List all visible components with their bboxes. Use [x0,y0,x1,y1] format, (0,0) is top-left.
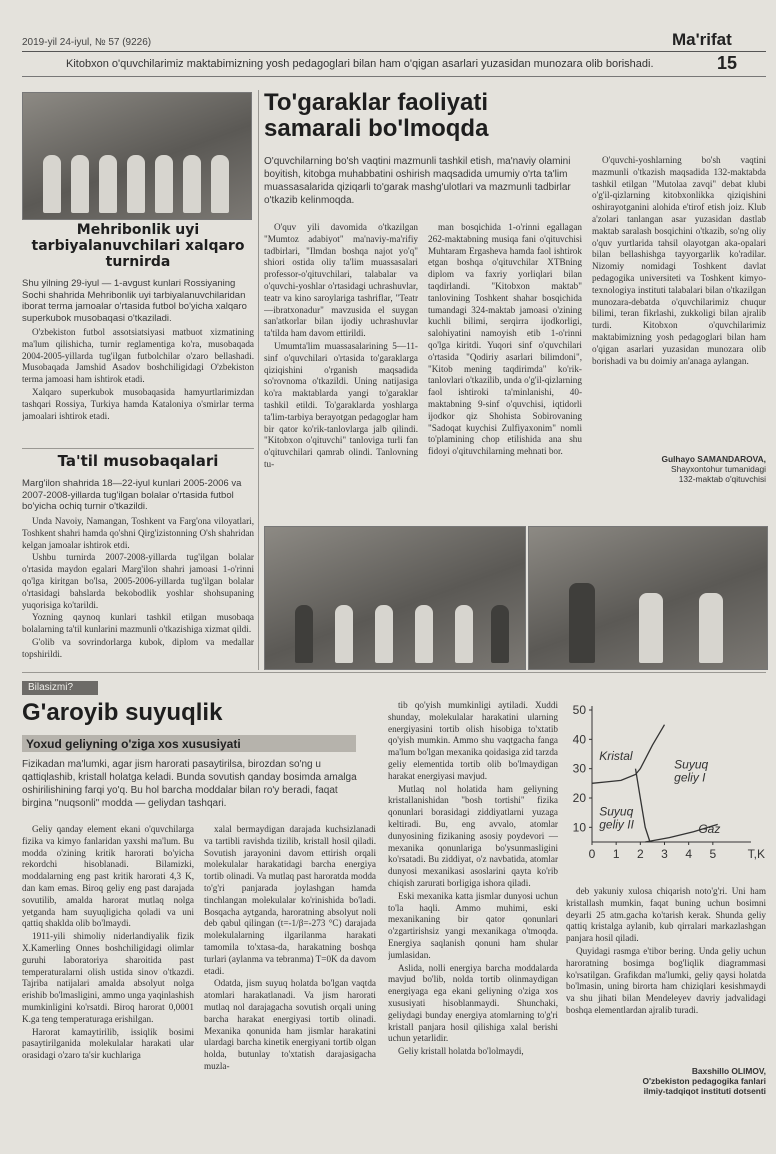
article2-title: Ta'til musobaqalari [57,452,219,470]
science-title: G'aroyib suyuqlik [22,699,223,726]
article2-paragraph: G'olib va sovrindorlarga kubok, diplom va medallar topshirildi. [22,636,254,659]
author-line: ilmiy-tadqiqot instituti dotsenti [643,1086,766,1096]
main-article-col3 [592,155,766,451]
main-article-signature [592,454,766,484]
x-tick-label: 3 [661,847,668,861]
x-tick-label: 5 [709,847,717,861]
series-line-lambda [636,769,651,842]
classroom-photo [264,526,526,670]
football-team-photo [22,92,252,220]
science-paragraph: Odatda, jism suyuq holatda bo'lgan vaqtda atomlari harakatlanadi. Va jism harorati mutlaq nol darajagacha sovutish orqali uning barcha harakat energiyasi tortib olinadi. Mexanika qonunida ham jismlar harakatini ulardagi barcha kinetik energiyani tortib olgan holda, butunlay to'xtatish darajasigacha muzla- [204,978,376,1071]
science-col3 [388,700,558,1124]
article1-lead: Shu yilning 29-iyul — 1-avgust kunlari Rossiyaning Sochi shahrida Mehribonlik uyi tarbiyalanuvchilaridan iborat terma jamoalar o'rtasida futbol bo'yicha xalqaro superkubok musobaqasi o'tkaziladi. [22,278,247,324]
science-paragraph: deb yakuniy xulosa chiqarish noto'g'ri. Uni ham kristallash mumkin, faqat buning uchun bosimni deyarli 25 atm.gacha ko'tarish kerak. Shunda geliy qattiq kristalga aylanib, kub qirralari markazlashgan panjara hosil qiladi. [566,886,766,944]
header-subtitle: Kitobxon o'quvchilarimiz maktabimizning yosh pedagoglari bilan ham o'qigan asarlari yuzasidan munozara olib borishadi. [66,58,654,70]
page-number: 15 [717,53,738,73]
main-article-col2 [428,222,582,522]
region-label: Kristal [599,748,633,763]
region-label: Suyuq geliy II [599,804,634,832]
article1-paragraph: O'zbekiston futbol assotsiatsiyasi matbuot xizmatining ma'lum qilishicha, turnir reglamentiga ko'ra, musobaqada 2004-2005-yillarda tug'ilgan futbolchilar o'zaro bellashadi. Musobaqada Jamshid Asadov boshchiligidagi O'zbekiston terma jamoasi ham ishtirok etadi. [22,327,254,385]
science-paragraph: Quyidagi rasmga e'tibor bering. Unda geliy uchun haroratning bosimga bog'liqlik diagrammasi ko'rsatilgan. Grafikdan ma'lumki, geliy qaysi holatda bo'lmasin, uning birorta ham chiziqlari kesishmaydi va shu jihati bilan Mendeleyev davriy jadvalidagi boshqa elementlardan ajralib turadi. [566,945,766,1015]
x-tick-label: 2 [636,847,644,861]
author-line: O'zbekiston pedagogika fanlari [642,1076,766,1086]
header-divider [22,51,766,52]
article2-body [22,516,254,668]
main-article-paragraph: Umumta'lim muassasalarining 5—11-sinf o'quvchilari o'rtasida to'garaklarga qiziqishini o'rganish maqsadida so'rovnoma o'tkazildi. Uning natijasiga ko'ra maktablarda yangi to'garaklar tashkil etildi. To'garaklarda yoshlarga ta'lim-tarbiya berayotgan pedagoglar ham bir qator ko'rik-tanlovlarga jalb qilindi. "Kitobxon o'qituvchi" tanloviga turli fan o'qituvchilari qamrab olindi. Tanlovning tu- [264,340,418,469]
header-divider-bottom [22,76,766,77]
science-lead: Fizikadan ma'lumki, agar jism harorati pasaytirilsa, birozdan so'ng u qattiqlashib, kristall holatga keladi. Bunda sovutish qanday bosimda amalga oshirilishining farqi yo'q. Bu hol barcha moddalar bilan ro'y beradi, faqat birgina "nuqsonli" modda — geliydan tashqari. [22,759,357,809]
author-line: 132-maktab o'qituvchisi [678,474,766,484]
x-tick-label: 0 [588,847,596,861]
science-paragraph: Harorat kamaytirilib, issiqlik bosimi pasaytirilganida molekulalar harakati ular orasidagi o'zaro ta'sir kuchlariga [22,1026,194,1061]
science-col1 [22,824,194,1124]
main-article-paragraph: O'quvchi-yoshlarning bo'sh vaqtini mazmunli o'tkazish maqsadida 132-maktabda tashkil etilgan "Mutolaa zavqi" debat klubi o'g'il-qizlarning kitobxonlikka qiziqishini oshirayotganini alohida e'tirof etish joiz. Klub a'zolari tanlangan asar yuzasidan dastlab maktab saralash bosqichini o'tkazib, so'ng oliy o'quv yurtlarida tahsil olayotgan aka-opalari bilan bellashishga tayyorgarlik ko'radilar. Nizomiy nomidagi Toshkent davlat pedagogika universiteti va Toshkent kimyo-texnologiya instituti talabalari bilan o'tkazilgan munozara-debatda o'quvchilarimiz chuqur bilimi, teran fikrlashi, zukkoligi bilan ajralib turdi. Kitobxon o'quvchilarimiz maktabimizning yosh pedagoglari bilan ham o'qigan asarlari yuzasidan munozara olib borishadi va bu doimiy an'anaga aylangan. [592,155,766,366]
science-paragraph: Geliy kristall holatda bo'lolmaydi, [398,1046,524,1057]
science-paragraph: Eski mexanika katta jismlar dunyosi uchun to'la haqli. Ammo muhimi, eski mexanikaning bir qator qonunlari o'zgartirishsiz yangi mexanikaga o'tmoqda. Energiya saqlanish qonuni ham shular jumlasidan. [388,890,558,960]
y-tick-label: 20 [572,791,586,805]
science-col2 [204,824,376,1124]
y-tick-label: 50 [572,703,586,717]
x-axis-label: T,K [747,847,765,861]
y-tick-label: 30 [572,761,586,776]
science-paragraph: Aslida, nolli energiya barcha moddalarda mavjud bo'lib, nolda tortib olinmaydigan energiyaga ega ekani geliyning o'ziga xos xususiyati hisoblanmaydi. Shunchaki, geliydagi bunday energiya atomlarning to'g'ri kristall panjara hosil qilishiga xalal berishi uchun yetarlidir. [388,962,558,1044]
main-article-title: To'garaklar faoliyati samarali bo'lmoqda [264,89,489,142]
debate-club-photo [528,526,768,670]
science-subtitle: Yoxud geliyning o'ziga xos xususiyati [26,737,241,751]
section-tag: Bilasizmi? [22,681,98,695]
main-article-paragraph: man bosqichida 1-o'rinni egallagan 262-maktabning musiqa fani o'qituvchisi Muhtaram Ergasheva hamda faol ishtirok etgan boshqa o'qituvchilar XTBning diplom va faxriy yorliqlari bilan taqdirlandi. "Kitobxon maktab" tanlovining Toshkent shahar bosqichida tumandagi 324-maktab jamoasi o'zining kuchli bilimi, serqirra ijodkorligi, salohiyatini namoyish etib 1-o'rinni qo'lga kiritdi. Yuqori sinf o'quvchilari o'rtasida "Qodiriy asarlari bilimdoni", "Kitob mening taqdirimda" ko'rik-tanlovlari o'tkazilib, unda o'g'il-qizlarning faol ishtiroki ta'minlanishi, 40-maktabning 9-sinf o'quvchisi, iqtidorli ijodkor qiz Shohista Sobirovaning "Sadoqat kuychisi Zulfiyaxonim" nomli to'plamining chop etilishida ana shu fidoyi o'qituvchilarning mehnati bor. [428,222,582,457]
science-paragraph: xalal bermaydigan darajada kuchsizlanadi va tartibli ravishda tizilib, kristall hosil qiladi. Sovutish jarayonini davom ettirish orqali molekulalar harakatidagi barcha energiya tortib olinadi. Va mutlaq past haroratda modda to'g'ri panjarada joylashgan hamda tinchlangan molekulalar ko'rinishida bo'ladi. Bosqacha aytganda, haroratning absolyut noli deb qabul qilingan (t=-1/β=-273 °C) darajada molekulalarning ilgarilanma harakati tamomila to'xtasa-da, harakatning boshqa turlari (aylanma va tebranma) T=0K da davom etadi. [204,824,376,976]
science-col4 [566,886,766,1062]
newspaper-brand: Ma'rifat [672,30,732,49]
x-tick-label: 4 [685,847,693,861]
article2-paragraph: Yozning qaynoq kunlari tashkil etilgan musobaqa bolalarning ta'til kunlarini mazmunli o'tkazishiga xizmat qildi. [22,612,254,635]
science-signature [566,1066,766,1096]
science-subtitle-bar [22,735,356,752]
article1-title: Mehribonlik uyi tarbiyalanuvchilari xalqaro turnirda [31,222,245,271]
main-article-paragraph: O'quv yili davomida o'tkazilgan "Mumtoz adabiyot" ma'naviy-ma'rifiy tadbirlari, "Ilmdan boshqa najot yo'q" shiori ostida oliy ta'lim muassasalari professor-o'qituvchilari, talabalar va o'quvchi-yoshlar o'rtasidagi uchrashuvlar, teatr va kino saroylariga tashriflar, "Teatr—ibratxonadur" mavzusida el suygan san'atkorlar bilan ijodiy uchrashuvlar ta'tilda ham davom ettirildi. [264,222,418,339]
author-name: Baxshillo OLIMOV, [691,1066,766,1076]
main-article-col1 [264,222,418,522]
x-tick-label: 1 [612,847,620,861]
article1-body [22,327,254,441]
author-name: Gulhayo SAMANDAROVA, [661,454,766,464]
science-paragraph: 1911-yili shimoliy niderlandiyalik fizik X.Kamerling Onnes boshchiligidagi olimlar guruhi laboratoriya sharoitida past temperaturalarni olish ustida sinov o'tkazdi. Tajriba natijalari amalda absolyut nolga erishib bo'lmasligini, ammo unga yaqinlashish mumkinligini ko'rsatdi. Biroq harorat 0,0001 K.ga teng temperaturaga erishilgan. [22,931,194,1024]
helium-phase-diagram [562,702,766,882]
article2-paragraph: Ushbu turnirda 2007-2008-yillarda tug'ilgan bolalar o'rtasida maydon egalari Marg'ilon shahri jamoasi 1-o'rinni qo'lga kiritgan bo'lsa, 2005-2006-yillarda tug'ilgan bolalar o'rtasidagi bahslarda bekobodlik yoshlar shohsupaning yuqorisiga ko'tarildi. [22,552,254,610]
author-line: Shayxontohur tumanidagi [671,464,766,474]
region-label: Gaz [698,822,721,837]
science-paragraph: Geliy qanday element ekani o'quvchilarga fizika va kimyo fanlaridan yaxshi ma'lum. Bu modda o'zining kritik harorati bo'yicha rekordchi hisoblanadi. Bilamizki, moddalarning eng past kritik harorati 4,3 K, dan kam emas. Biroq geliy eng past darajada sovutilib, amalda harorat mutlaq nolga yetganda ham suyuqligicha qoladi va uni qattiq shaklda olib bo'lmaydi. [22,824,194,929]
article1-paragraph: Xalqaro superkubok musobaqasida hamyurtlarimizdan tashqari Rossiya, Turkiya hamda Kataloniya o'smirlar terma jamoalari ishtirok etadi. [22,386,254,421]
region-label: Suyuq geliy I [674,757,709,785]
main-article-lead: O'quvchilarning bo'sh vaqtini mazmunli tashkil etish, ma'naviy olamini boyitish, kitobga muhabbatini oshirish maqsadida umumiy o'rta ta'lim muassasalarida qiziqarli to'garak mashg'ulotlari va mazmunli tadbirlar o'tkazib kelinmoqda. [264,156,571,206]
y-tick-label: 40 [572,732,586,747]
section-divider [22,672,766,673]
y-tick-label: 10 [572,820,586,835]
issue-date: 2019-yil 24-iyul, № 57 (9226) [22,37,152,48]
article2-paragraph: Unda Navoiy, Namangan, Toshkent va Farg'ona viloyatlari, Toshkent shahri hamda qo'shni Qirg'izistonning O'sh shahridan kelgan jamoalar ishtirok etdi. [22,516,254,550]
article2-lead: Marg'ilon shahrida 18—22-iyul kunlari 2005-2006 va 2007-2008-yillarda tug'ilgan bolalar o'rtasida futbol bo'yicha ochiq turnir o'tkazildi. [22,478,242,512]
column-rule [258,90,259,670]
science-paragraph: Mutlaq nol holatida ham geliyning kristallanishidan "bosh tortishi" fizika qonunlari borasidagi ziddiyatlarni yuzaga keltiradi. Bu, eng avvalo, atomlar dunyosining fizikaning asosiy poydevori — mexanika qonunlariga bo'ysunmasligini ko'rsatadi. Bu ziddiyat, o'z navbatida, atomlar dunyosi mexanikasi asoslarini qayta ko'rib chiqish zarurati borligiga ishora qiladi. [388,783,558,888]
left-divider [22,448,254,449]
science-paragraph: tib qo'yish mumkinligi aytiladi. Xuddi shunday, molekulalar harakatini ularning energiyasini tortib olish hisobiga to'xtatib qo'yish mumkin. Ammo shu vaqtgacha fanga ma'lum bo'lgan mexanika qoidasiga zid tarzda geliy elementida tortib olib bo'lmaydigan harakat energiyasi mavjud. [388,700,558,781]
